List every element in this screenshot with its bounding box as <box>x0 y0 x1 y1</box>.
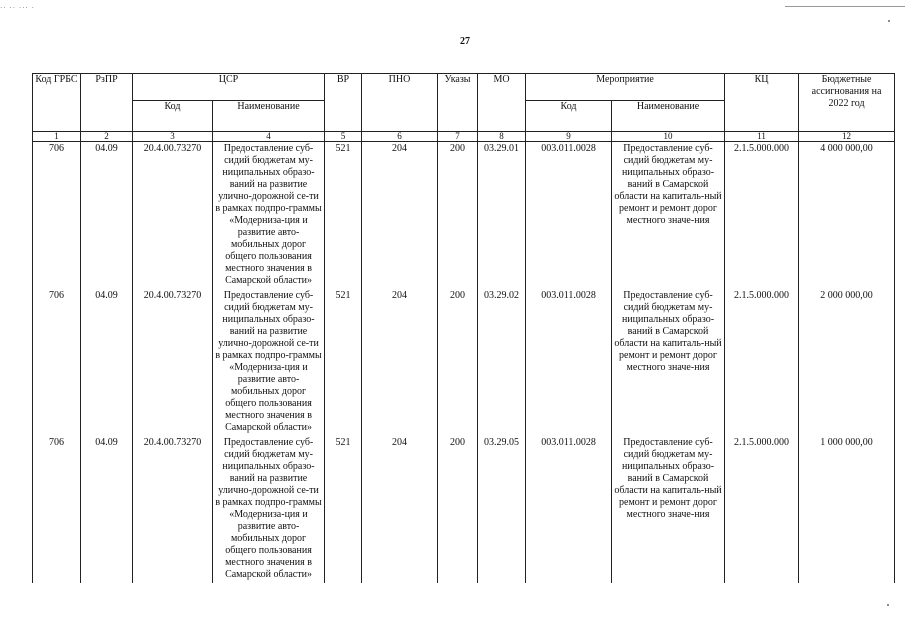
page-number: 27 <box>460 36 470 47</box>
cell-kc: 2.1.5.000.000 <box>725 142 799 289</box>
header-kc: КЦ <box>725 74 799 132</box>
cell-kc: 2.1.5.000.000 <box>725 436 799 583</box>
header-meropr-kod: Код <box>526 101 612 132</box>
cell-csr-name: Предоставление суб-сидий бюджетам му-ниципальных образо-ваний на развитие улично-дорожной се-ти в рамках подпро-граммы «Модерниза-ция и развитие авто-мобильных дорог общего пользования местного значения в Самарской области» <box>213 142 325 289</box>
column-number: 11 <box>725 132 799 142</box>
cell-rzpr: 04.09 <box>81 142 133 289</box>
header-meropr-name: Наименование <box>612 101 725 132</box>
cell-mo: 03.29.02 <box>478 289 526 436</box>
cell-pno: 204 <box>362 289 438 436</box>
cell-meropr-code: 003.011.0028 <box>526 142 612 289</box>
column-number: 7 <box>438 132 478 142</box>
column-number: 1 <box>33 132 81 142</box>
cell-meropr-name: Предоставление суб-сидий бюджетам му-ниципальных образо-ваний в Самарской области на капиталь-ный ремонт и ремонт дорог местного значе-ния <box>612 436 725 583</box>
cell-meropr-name: Предоставление суб-сидий бюджетам му-ниципальных образо-ваний в Самарской области на капиталь-ный ремонт и ремонт дорог местного значе-ния <box>612 289 725 436</box>
cell-grbs: 706 <box>33 142 81 289</box>
table-row <box>33 142 895 289</box>
column-number: 5 <box>325 132 362 142</box>
header-ukazy: Указы <box>438 74 478 132</box>
scan-artifact-dot <box>887 604 889 606</box>
header-budget: Бюджетные ассигнования на 2022 год <box>799 74 895 132</box>
cell-rzpr: 04.09 <box>81 289 133 436</box>
table-row <box>33 436 895 583</box>
cell-csr-name: Предоставление суб-сидий бюджетам му-ниципальных образо-ваний на развитие улично-дорожной се-ти в рамках подпро-граммы «Модерниза-ция и развитие авто-мобильных дорог общего пользования местного значения в Самарской области» <box>213 289 325 436</box>
header-rzpr: РзПР <box>81 74 133 132</box>
scan-artifact-top-rule <box>785 6 905 7</box>
header-csr-name: Наименование <box>213 101 325 132</box>
cell-meropr-name: Предоставление суб-сидий бюджетам му-ниципальных образо-ваний в Самарской области на капиталь-ный ремонт и ремонт дорог местного значе-ния <box>612 142 725 289</box>
cell-csr-code: 20.4.00.73270 <box>133 289 213 436</box>
scan-artifact-dot <box>888 20 890 22</box>
cell-csr-code: 20.4.00.73270 <box>133 142 213 289</box>
cell-vr: 521 <box>325 142 362 289</box>
cell-ukazy: 200 <box>438 436 478 583</box>
cell-mo: 03.29.05 <box>478 436 526 583</box>
cell-rzpr: 04.09 <box>81 436 133 583</box>
cell-ukazy: 200 <box>438 142 478 289</box>
column-number: 6 <box>362 132 438 142</box>
scan-artifact-top-left: ·· ·· ··· · <box>0 4 35 12</box>
cell-csr-code: 20.4.00.73270 <box>133 436 213 583</box>
header-mo: МО <box>478 74 526 132</box>
cell-meropr-code: 003.011.0028 <box>526 436 612 583</box>
column-number: 12 <box>799 132 895 142</box>
cell-kc: 2.1.5.000.000 <box>725 289 799 436</box>
cell-amount: 4 000 000,00 <box>799 142 895 289</box>
cell-grbs: 706 <box>33 436 81 583</box>
column-number: 3 <box>133 132 213 142</box>
header-csr-kod: Код <box>133 101 213 132</box>
cell-mo: 03.29.01 <box>478 142 526 289</box>
cell-pno: 204 <box>362 436 438 583</box>
cell-grbs: 706 <box>33 289 81 436</box>
column-number: 9 <box>526 132 612 142</box>
cell-ukazy: 200 <box>438 289 478 436</box>
header-meropriyatie: Мероприятие <box>526 74 725 101</box>
cell-amount: 2 000 000,00 <box>799 289 895 436</box>
cell-csr-name: Предоставление суб-сидий бюджетам му-ниципальных образо-ваний на развитие улично-дорожной се-ти в рамках подпро-граммы «Модерниза-ция и развитие авто-мобильных дорог общего пользования местного значения в Самарской области» <box>213 436 325 583</box>
header-pno: ПНО <box>362 74 438 132</box>
cell-meropr-code: 003.011.0028 <box>526 289 612 436</box>
column-number: 2 <box>81 132 133 142</box>
header-csr: ЦСР <box>133 74 325 101</box>
cell-amount: 1 000 000,00 <box>799 436 895 583</box>
header-vr: ВР <box>325 74 362 132</box>
column-number: 8 <box>478 132 526 142</box>
cell-vr: 521 <box>325 436 362 583</box>
budget-table <box>32 73 895 583</box>
column-number: 10 <box>612 132 725 142</box>
cell-pno: 204 <box>362 142 438 289</box>
header-kod-grbs: Код ГРБС <box>33 74 81 132</box>
table-row <box>33 289 895 436</box>
column-number: 4 <box>213 132 325 142</box>
cell-vr: 521 <box>325 289 362 436</box>
